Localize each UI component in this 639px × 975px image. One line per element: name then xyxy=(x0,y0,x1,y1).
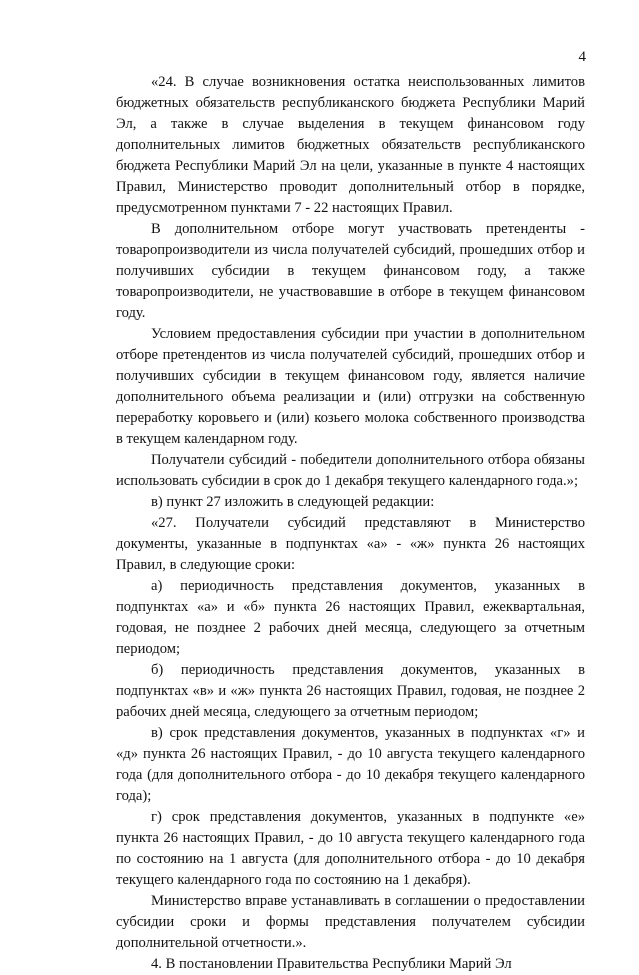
paragraph-item-27-intro: в) пункт 27 изложить в следующей редакции: xyxy=(151,494,435,510)
subitem-a: а) периодичность представления документов, указанных в подпунктах «а» и «б» пункта 26 настоящих Правил, ежеквартальная, годовая, не позднее 2 рабочих дней месяца, следующего за отчетным периодом; xyxy=(116,578,585,657)
document-body xyxy=(116,72,585,975)
paragraph-subsidy-condition: Условием предоставления субсидии при участии в дополнительном отборе претендентов из числа получателей субсидий, прошедших отбор и получивших субсидии в текущем финансовом году, является наличие дополнительного объема реализации и (или) отгрузки на собственную переработку коровьего и (или) козьего молока собственного производства в текущем календарном году. xyxy=(116,326,585,447)
paragraph-24: «24. В случае возникновения остатка неиспользованных лимитов бюджетных обязательств республиканского бюджета Республики Марий Эл, а также в случае выделения в текущем финансовом году дополнительных лимитов бюджетных обязательств республиканского бюджета Республики Марий Эл на цели, указанные в пункте 4 настоящих Правил, Министерство проводит дополнительный отбор в порядке, предусмотренном пунктами 7 - 22 настоящих Правил. xyxy=(116,74,585,216)
paragraph-winners-obligation: Получатели субсидий - победители дополнительного отбора обязаны использовать субсидии в срок до 1 декабря текущего календарного года.»; xyxy=(116,452,585,489)
subitem-g: г) срок представления документов, указанных в подпункте «е» пункта 26 настоящих Правил, - до 10 августа текущего календарного года по состоянию на 1 августа (для дополнительного отбора - до 10 декабря текущего календарного года по состоянию на 1 декабря). xyxy=(116,809,585,888)
paragraph-additional-selection: В дополнительном отборе могут участвовать претенденты - товаропроизводители из числа получателей субсидий, прошедших отбор и получивших субсидии в текущем финансовом году, а также товаропроизводители, не участвовавшие в отборе в текущем финансовом году. xyxy=(116,221,585,321)
subitem-b: б) периодичность представления документов, указанных в подпунктах «в» и «ж» пункта 26 настоящих Правил, годовая, не позднее 2 рабочих дней месяца, следующего за отчетным периодом; xyxy=(116,662,585,720)
paragraph-27: «27. Получатели субсидий представляют в Министерство документы, указанные в подпунктах «а» - «ж» пункта 26 настоящих Правил, в следующие сроки: xyxy=(116,515,585,573)
paragraph-ministry-right: Министерство вправе устанавливать в соглашении о предоставлении субсидии сроки и формы представления получателем субсидии дополнительной отчетности.». xyxy=(116,893,585,951)
subitem-v: в) срок представления документов, указанных в подпунктах «г» и «д» пункта 26 настоящих Правил, - до 10 августа текущего календарного года (для дополнительного отбора - до 10 декабря текущего календарного года); xyxy=(116,725,585,804)
page-number: 4 xyxy=(578,49,586,65)
paragraph-item-4: 4. В постановлении Правительства Республики Марий Эл xyxy=(151,956,512,972)
